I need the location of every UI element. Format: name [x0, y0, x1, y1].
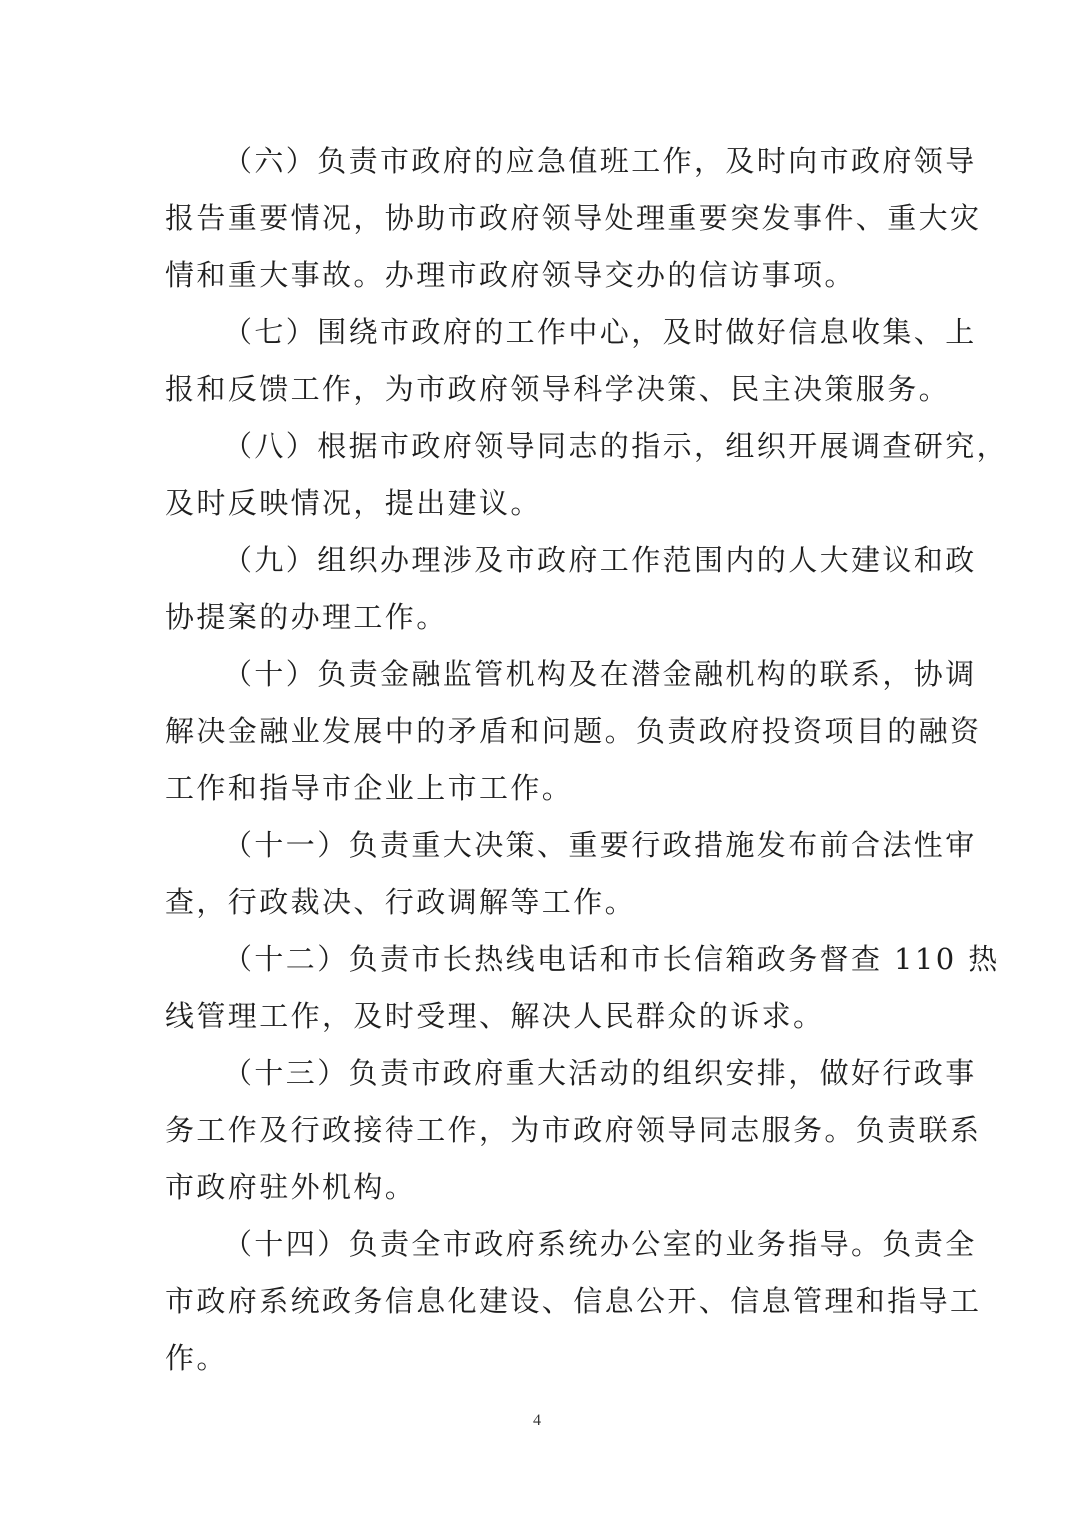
paragraph-item-7	[165, 309, 977, 423]
paragraph-item-12	[165, 936, 1000, 1050]
paragraph-line: （十四）负责全市政府系统办公室的业务指导。负责全	[223, 1227, 977, 1261]
paragraph-item-11	[165, 822, 977, 936]
paragraph-line: （十三）负责市政府重大活动的组织安排，做好行政事	[223, 1056, 977, 1090]
paragraph-item-10	[165, 651, 982, 822]
paragraph-line: 线管理工作，及时受理、解决人民群众的诉求。	[165, 999, 825, 1033]
paragraph-line: 协提案的办理工作。	[165, 600, 448, 634]
paragraph-item-6	[165, 138, 982, 309]
paragraph-line: 及时反映情况，提出建议。	[165, 486, 542, 520]
paragraph-item-14	[165, 1221, 982, 1392]
paragraph-line: 解决金融业发展中的矛盾和问题。负责政府投资项目的融资	[165, 714, 982, 748]
page-number: 4	[533, 1412, 541, 1429]
paragraph-line: 报和反馈工作，为市政府领导科学决策、民主决策服务。	[165, 372, 951, 406]
paragraph-line: 市政府驻外机构。	[165, 1170, 417, 1204]
paragraph-line: （六）负责市政府的应急值班工作，及时向市政府领导	[223, 144, 977, 178]
paragraph-line: （十）负责金融监管机构及在潜金融机构的联系，协调	[223, 657, 977, 691]
paragraph-line: 工作和指导市企业上市工作。	[165, 771, 574, 805]
paragraph-line: （八）根据市政府领导同志的指示，组织开展调查研究，	[223, 429, 1009, 463]
paragraph-line: 务工作及行政接待工作，为市政府领导同志服务。负责联系	[165, 1113, 982, 1147]
paragraph-item-9	[165, 537, 977, 651]
paragraph-line: （十二）负责市长热线电话和市长信箱政务督查 110 热	[223, 942, 1000, 976]
paragraph-line: 作。	[165, 1341, 228, 1375]
paragraph-item-13	[165, 1050, 982, 1221]
paragraph-item-8	[165, 423, 1009, 537]
paragraph-line: 市政府系统政务信息化建设、信息公开、信息管理和指导工	[165, 1284, 982, 1318]
paragraph-line: （九）组织办理涉及市政府工作范围内的人大建议和政	[223, 543, 977, 577]
paragraph-line: 查，行政裁决、行政调解等工作。	[165, 885, 637, 919]
paragraph-line: （七）围绕市政府的工作中心，及时做好信息收集、上	[223, 315, 977, 349]
paragraph-line: 情和重大事故。办理市政府领导交办的信访事项。	[165, 258, 856, 292]
document-body	[165, 138, 1009, 1392]
paragraph-line: （十一）负责重大决策、重要行政措施发布前合法性审	[223, 828, 977, 862]
paragraph-line: 报告重要情况，协助市政府领导处理重要突发事件、重大灾	[165, 201, 982, 235]
